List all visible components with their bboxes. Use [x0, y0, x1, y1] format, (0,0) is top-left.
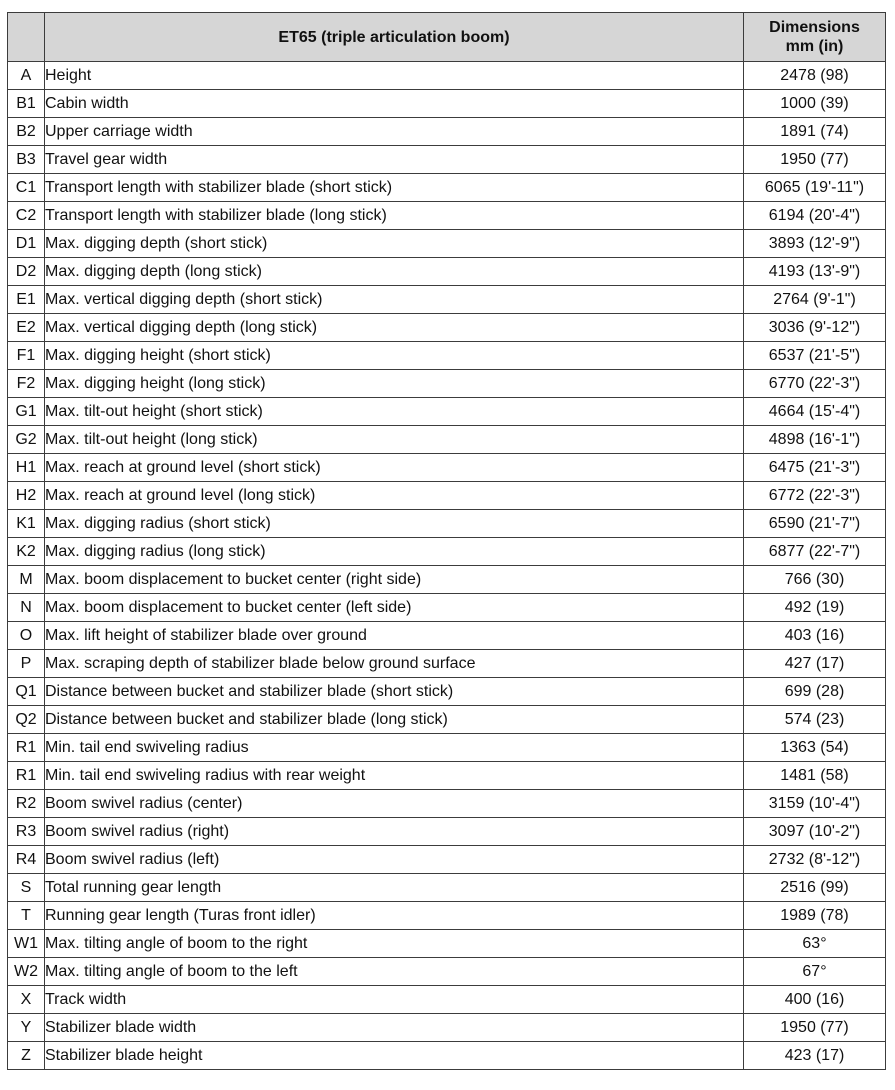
row-value: 63°	[744, 930, 886, 958]
row-value: 6590 (21'-7")	[744, 510, 886, 538]
row-description: Max. digging depth (long stick)	[45, 258, 744, 286]
table-body	[8, 62, 886, 1070]
table-row	[8, 370, 886, 398]
row-description: Upper carriage width	[45, 118, 744, 146]
row-description: Max. tilting angle of boom to the left	[45, 958, 744, 986]
row-code: H2	[8, 482, 45, 510]
row-description: Min. tail end swiveling radius	[45, 734, 744, 762]
row-code: R1	[8, 762, 45, 790]
table-row	[8, 902, 886, 930]
row-code: C2	[8, 202, 45, 230]
row-code: R4	[8, 846, 45, 874]
table-row	[8, 958, 886, 986]
row-description: Max. tilting angle of boom to the right	[45, 930, 744, 958]
row-description: Boom swivel radius (right)	[45, 818, 744, 846]
row-value: 403 (16)	[744, 622, 886, 650]
row-description: Max. reach at ground level (long stick)	[45, 482, 744, 510]
table-row	[8, 846, 886, 874]
row-description: Total running gear length	[45, 874, 744, 902]
row-description: Max. tilt-out height (long stick)	[45, 426, 744, 454]
row-value: 1000 (39)	[744, 90, 886, 118]
row-description: Max. lift height of stabilizer blade over ground	[45, 622, 744, 650]
row-description: Stabilizer blade width	[45, 1014, 744, 1042]
row-value: 2732 (8'-12")	[744, 846, 886, 874]
row-code: R1	[8, 734, 45, 762]
row-code: E1	[8, 286, 45, 314]
row-code: K1	[8, 510, 45, 538]
table-row	[8, 286, 886, 314]
dimensions-table-container	[7, 12, 886, 1070]
row-value: 6770 (22'-3")	[744, 370, 886, 398]
row-description: Stabilizer blade height	[45, 1042, 744, 1070]
table-row	[8, 650, 886, 678]
row-code: Q1	[8, 678, 45, 706]
row-code: Z	[8, 1042, 45, 1070]
header-dimensions	[744, 13, 886, 62]
table-row	[8, 566, 886, 594]
table-row	[8, 426, 886, 454]
row-value: 1950 (77)	[744, 146, 886, 174]
table-row	[8, 454, 886, 482]
row-code: O	[8, 622, 45, 650]
row-description: Track width	[45, 986, 744, 1014]
row-description: Transport length with stabilizer blade (long stick)	[45, 202, 744, 230]
row-value: 6065 (19'-11")	[744, 174, 886, 202]
row-value: 3097 (10'-2")	[744, 818, 886, 846]
table-row	[8, 1014, 886, 1042]
header-dimensions-line1: Dimensions	[769, 19, 860, 36]
row-description: Max. digging depth (short stick)	[45, 230, 744, 258]
table-row	[8, 342, 886, 370]
row-description: Boom swivel radius (left)	[45, 846, 744, 874]
table-row	[8, 90, 886, 118]
row-value: 699 (28)	[744, 678, 886, 706]
table-row	[8, 146, 886, 174]
row-code: M	[8, 566, 45, 594]
table-row	[8, 874, 886, 902]
row-description: Distance between bucket and stabilizer blade (short stick)	[45, 678, 744, 706]
row-code: P	[8, 650, 45, 678]
row-description: Max. digging height (long stick)	[45, 370, 744, 398]
row-description: Max. tilt-out height (short stick)	[45, 398, 744, 426]
row-description: Height	[45, 62, 744, 90]
row-value: 67°	[744, 958, 886, 986]
row-code: Q2	[8, 706, 45, 734]
row-code: W1	[8, 930, 45, 958]
row-code: T	[8, 902, 45, 930]
table-header	[8, 13, 886, 62]
row-value: 4193 (13'-9")	[744, 258, 886, 286]
row-value: 6194 (20'-4")	[744, 202, 886, 230]
row-value: 4664 (15'-4")	[744, 398, 886, 426]
row-value: 3893 (12'-9")	[744, 230, 886, 258]
table-row	[8, 762, 886, 790]
table-row	[8, 734, 886, 762]
row-value: 427 (17)	[744, 650, 886, 678]
row-value: 1481 (58)	[744, 762, 886, 790]
table-row	[8, 930, 886, 958]
table-row	[8, 790, 886, 818]
row-code: C1	[8, 174, 45, 202]
row-code: D2	[8, 258, 45, 286]
table-row	[8, 678, 886, 706]
table-row	[8, 538, 886, 566]
row-code: R2	[8, 790, 45, 818]
row-code: D1	[8, 230, 45, 258]
row-description: Max. reach at ground level (short stick)	[45, 454, 744, 482]
row-description: Max. digging radius (long stick)	[45, 538, 744, 566]
header-dimensions-line2: mm (in)	[785, 38, 844, 55]
table-row	[8, 622, 886, 650]
row-code: W2	[8, 958, 45, 986]
row-description: Boom swivel radius (center)	[45, 790, 744, 818]
row-value: 2478 (98)	[744, 62, 886, 90]
row-code: H1	[8, 454, 45, 482]
table-row	[8, 314, 886, 342]
row-value: 1363 (54)	[744, 734, 886, 762]
row-code: A	[8, 62, 45, 90]
header-code-cell	[8, 13, 45, 62]
header-row	[8, 13, 886, 62]
table-row	[8, 62, 886, 90]
row-description: Max. boom displacement to bucket center (left side)	[45, 594, 744, 622]
row-value: 492 (19)	[744, 594, 886, 622]
table-row	[8, 202, 886, 230]
row-value: 766 (30)	[744, 566, 886, 594]
row-description: Max. digging radius (short stick)	[45, 510, 744, 538]
row-description: Min. tail end swiveling radius with rear weight	[45, 762, 744, 790]
row-code: G1	[8, 398, 45, 426]
row-code: F2	[8, 370, 45, 398]
row-code: B1	[8, 90, 45, 118]
row-code: R3	[8, 818, 45, 846]
table-row	[8, 258, 886, 286]
row-code: G2	[8, 426, 45, 454]
dimensions-table	[7, 12, 886, 1070]
row-value: 3036 (9'-12")	[744, 314, 886, 342]
row-value: 574 (23)	[744, 706, 886, 734]
row-description: Running gear length (Turas front idler)	[45, 902, 744, 930]
row-value: 2764 (9'-1")	[744, 286, 886, 314]
row-description: Max. scraping depth of stabilizer blade below ground surface	[45, 650, 744, 678]
table-row	[8, 482, 886, 510]
row-description: Max. vertical digging depth (short stick)	[45, 286, 744, 314]
row-description: Max. boom displacement to bucket center (right side)	[45, 566, 744, 594]
table-row	[8, 986, 886, 1014]
header-title: ET65 (triple articulation boom)	[45, 13, 744, 62]
row-value: 1989 (78)	[744, 902, 886, 930]
row-value: 6537 (21'-5")	[744, 342, 886, 370]
row-description: Travel gear width	[45, 146, 744, 174]
table-row	[8, 510, 886, 538]
row-code: S	[8, 874, 45, 902]
row-value: 1891 (74)	[744, 118, 886, 146]
row-code: K2	[8, 538, 45, 566]
row-value: 6877 (22'-7")	[744, 538, 886, 566]
row-value: 3159 (10'-4")	[744, 790, 886, 818]
row-value: 2516 (99)	[744, 874, 886, 902]
row-value: 1950 (77)	[744, 1014, 886, 1042]
table-row	[8, 118, 886, 146]
table-row	[8, 174, 886, 202]
row-value: 400 (16)	[744, 986, 886, 1014]
table-row	[8, 706, 886, 734]
row-value: 4898 (16'-1")	[744, 426, 886, 454]
row-value: 423 (17)	[744, 1042, 886, 1070]
row-code: B2	[8, 118, 45, 146]
row-description: Max. digging height (short stick)	[45, 342, 744, 370]
row-value: 6772 (22'-3")	[744, 482, 886, 510]
row-code: E2	[8, 314, 45, 342]
table-row	[8, 594, 886, 622]
row-value: 6475 (21'-3")	[744, 454, 886, 482]
table-row	[8, 818, 886, 846]
row-description: Max. vertical digging depth (long stick)	[45, 314, 744, 342]
row-code: F1	[8, 342, 45, 370]
table-row	[8, 230, 886, 258]
row-description: Transport length with stabilizer blade (short stick)	[45, 174, 744, 202]
row-code: Y	[8, 1014, 45, 1042]
row-code: N	[8, 594, 45, 622]
row-description: Distance between bucket and stabilizer blade (long stick)	[45, 706, 744, 734]
table-row	[8, 398, 886, 426]
row-description: Cabin width	[45, 90, 744, 118]
row-code: B3	[8, 146, 45, 174]
table-row	[8, 1042, 886, 1070]
row-code: X	[8, 986, 45, 1014]
